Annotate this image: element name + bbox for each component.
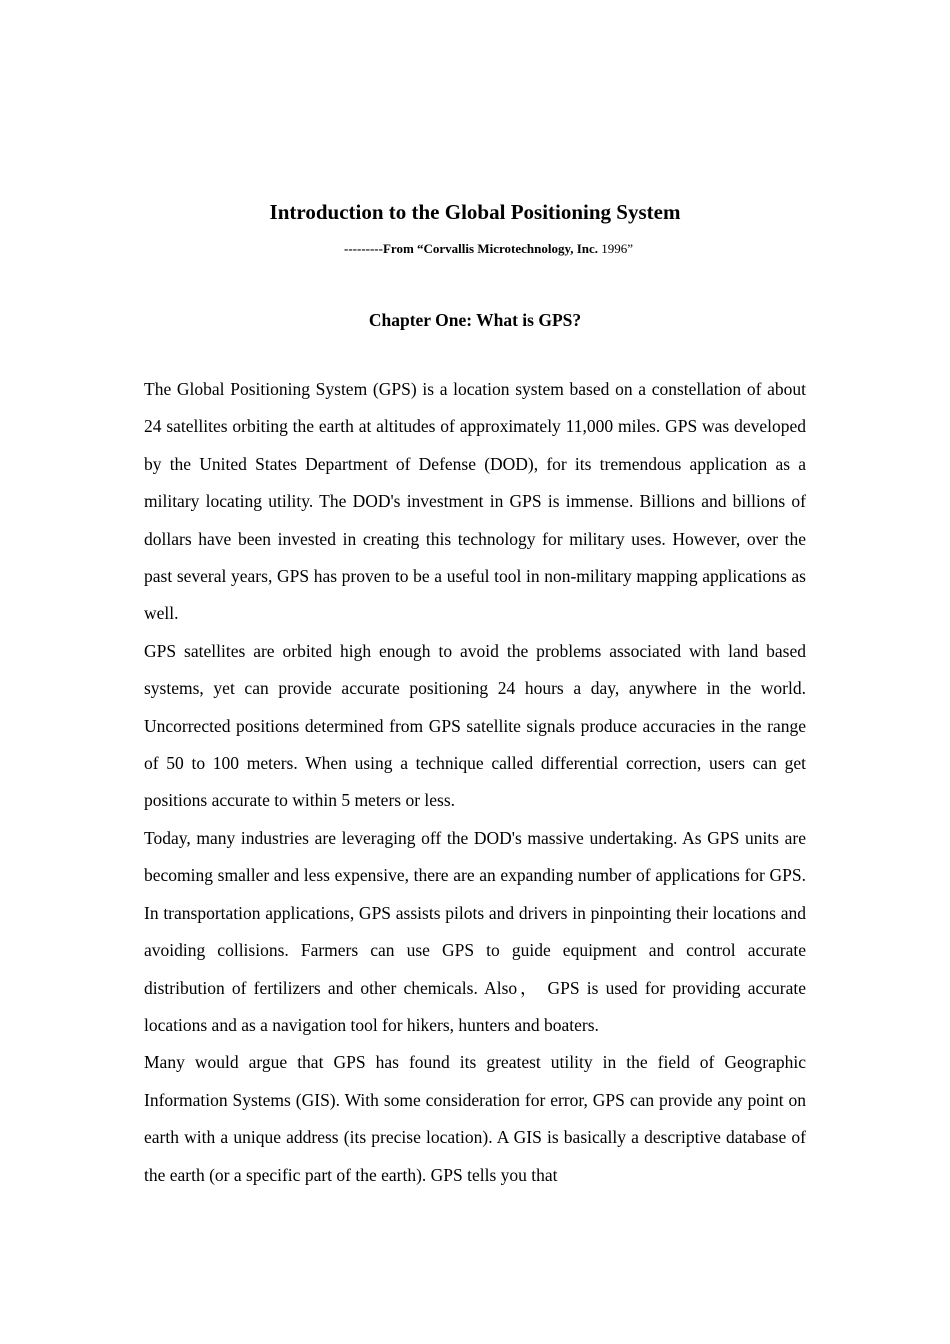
body-text — [144, 371, 806, 1194]
paragraph-1: The Global Positioning System (GPS) is a location system based on a constellation of about 24 satellites orbiting the earth at altitudes of approximately 11,000 miles. GPS was developed by the United States Department of Defense (DOD), for its tremendous application as a military locating utility. The DOD's investment in GPS is immense. Billions and billions of dollars have been invested in creating this technology for military uses. However, over the past several years, GPS has proven to be a useful tool in non-military mapping applications as well. — [144, 379, 806, 624]
paragraph-2: GPS satellites are orbited high enough to avoid the problems associated with land based systems, yet can provide accurate positioning 24 hours a day, anywhere in the world. Uncorrected positions determined from GPS satellite signals produce accuracies in the range of 50 to 100 meters. When using a technique called differential correction, users can get positions accurate to within 5 meters or less. — [144, 640, 806, 811]
source-publisher: ---------From “Corvallis Microtechnology, Inc. — [344, 241, 599, 256]
paragraph-4: Many would argue that GPS has found its greatest utility in the field of Geographic Information Systems (GIS). With some consideration for error, GPS can provide any point on earth with a unique address (its precise location). A GIS is basically a descriptive database of the earth (or a specific part of the earth). GPS tells you that — [144, 1052, 806, 1185]
chapter-heading: Chapter One: What is GPS? — [368, 310, 582, 330]
paragraph-3: Today, many industries are leveraging off the DOD's massive undertaking. As GPS units are becoming smaller and less expensive, there are an expanding number of applications for GPS. In transportation applications, GPS assists pilots and drivers in pinpointing their locations and avoiding collisions. Farmers can use GPS to guide equipment and control accurate distribution of fertilizers and other chemicals. Also， GPS is used for providing accurate locations and as a navigation tool for hikers, hunters and boaters. — [144, 827, 806, 1035]
source-attribution — [344, 240, 633, 258]
document-title: Introduction to the Global Positioning System — [269, 200, 681, 224]
source-year: 1996” — [598, 241, 634, 256]
